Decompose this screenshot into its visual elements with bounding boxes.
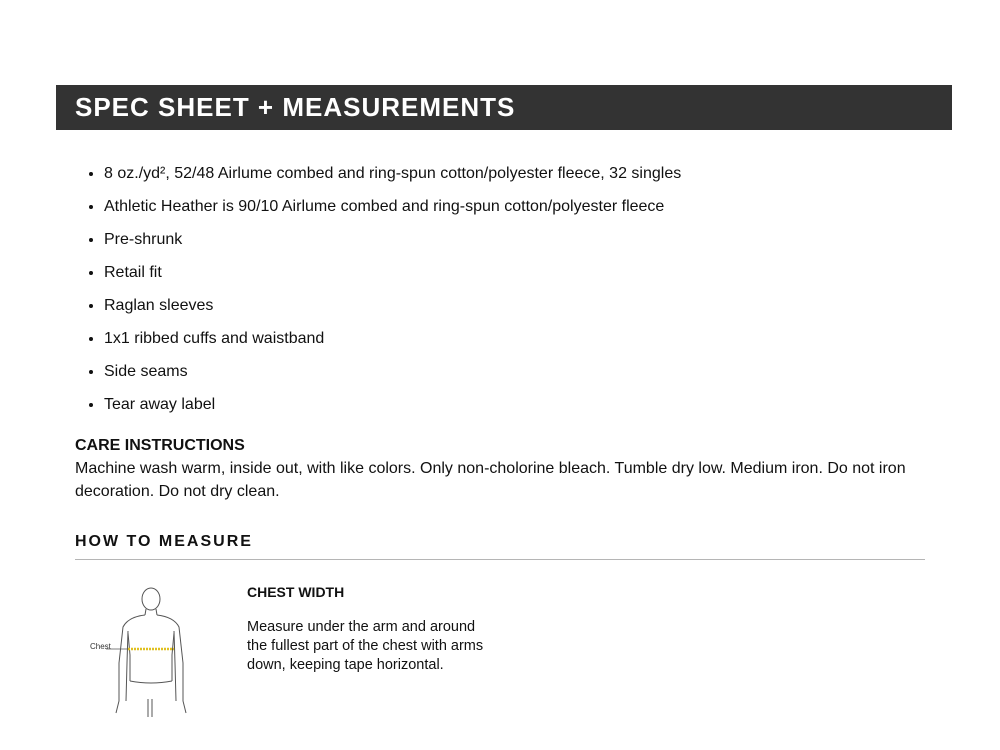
spec-item: • 8 oz./yd², 52/48 Airlume combed and ring-spun cotton/polyester fleece, 32 singles [104, 163, 681, 185]
spec-item: • Tear away label [104, 394, 681, 416]
chest-figure-label: Chest [90, 642, 111, 651]
spec-item: • 1x1 ribbed cuffs and waistband [104, 328, 681, 350]
page-title: SPEC SHEET + MEASUREMENTS [75, 92, 516, 122]
spec-item: • Side seams [104, 361, 681, 383]
spec-item: • Retail fit [104, 262, 681, 284]
care-text: Machine wash warm, inside out, with like colors. Only non-cholorine bleach. Tumble dry low. Medium iron. Do not iron decoration. Do not dry clean. [75, 460, 906, 500]
chest-width-title: CHEST WIDTH [247, 584, 345, 600]
spec-item: • Pre-shrunk [104, 229, 681, 251]
body-figure-illustration [86, 583, 190, 719]
care-title: CARE INSTRUCTIONS [75, 437, 245, 454]
how-to-measure-heading: HOW TO MEASURE [75, 533, 253, 550]
care-section [75, 434, 925, 503]
spec-item: • Athletic Heather is 90/10 Airlume combed and ring-spun cotton/polyester fleece [104, 196, 681, 218]
chest-width-description: Measure under the arm and around the fullest part of the chest with arms down, keeping tape horizontal. [247, 619, 484, 673]
spec-list [86, 163, 681, 427]
section-divider [75, 559, 925, 560]
spec-item: • Raglan sleeves [104, 295, 681, 317]
header-bar [56, 85, 952, 130]
